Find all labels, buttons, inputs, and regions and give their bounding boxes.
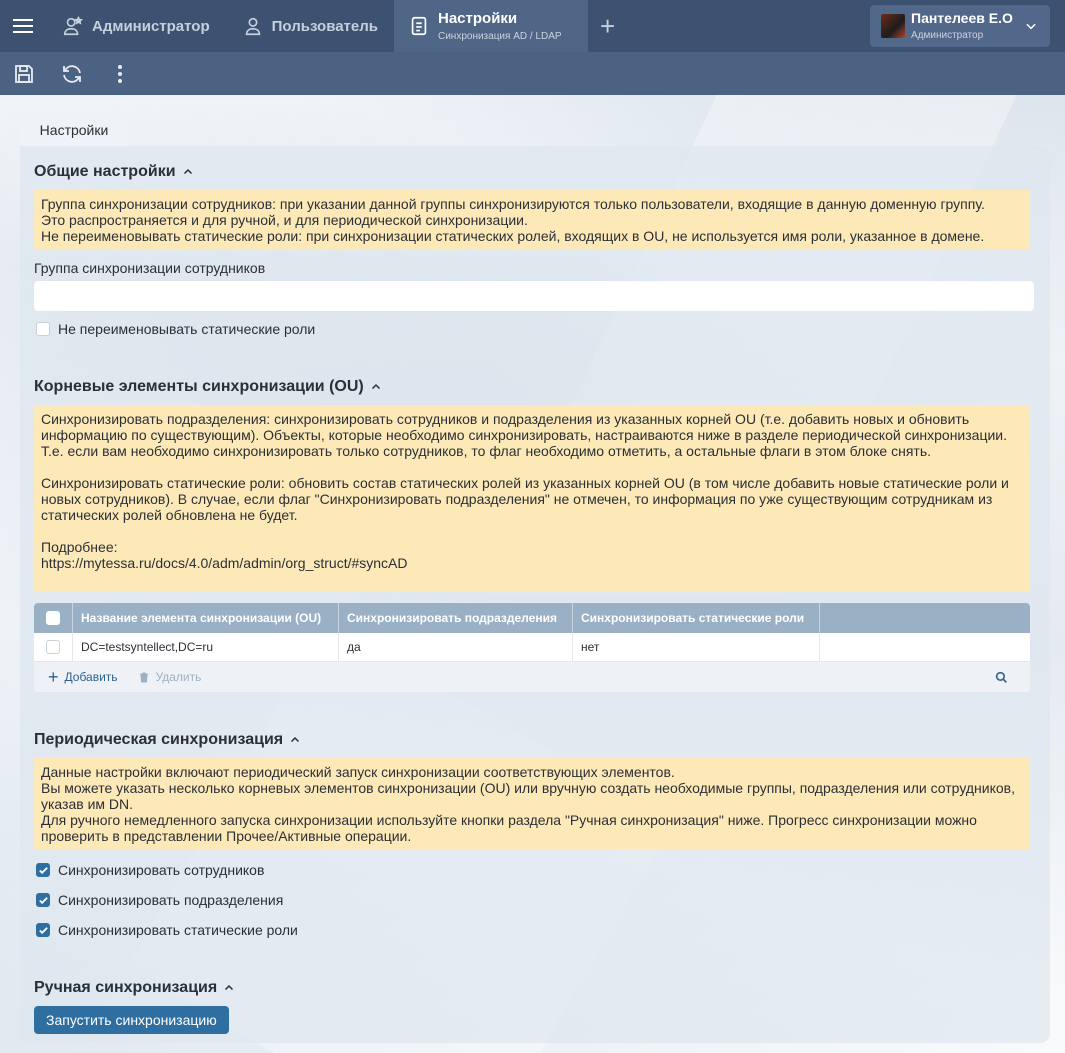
tab-settings-page[interactable]: Настройки xyxy=(20,114,128,146)
sync-roles-label: Синхронизировать статические роли xyxy=(58,922,298,938)
sync-departments-row[interactable] xyxy=(36,892,283,908)
refresh-button[interactable] xyxy=(48,52,96,95)
sync-roles-row[interactable] xyxy=(36,922,298,938)
avatar xyxy=(881,14,905,38)
general-section-header[interactable] xyxy=(34,163,194,181)
cell-name: DC=testsyntellect,DC=ru xyxy=(73,633,339,661)
sync-employees-checkbox[interactable] xyxy=(36,863,50,877)
row-select-cell xyxy=(34,633,73,661)
check-icon xyxy=(38,925,49,936)
no-rename-checkbox-row[interactable] xyxy=(36,321,315,337)
admin-user-icon xyxy=(62,15,84,37)
check-icon xyxy=(38,865,49,876)
sync-employees-label: Синхронизировать сотрудников xyxy=(58,862,265,878)
general-note: Группа синхронизации сотрудников: при указании данной группы синхронизируются только пользователи, входящие в данную доменную группу. Это распространяется и для ручной, и для периодической синхронизации. Не переименовывать статические роли: при синхронизации статических ролей, входящих в OU, не используется имя роли, указанное в домене. xyxy=(34,190,1030,249)
toolbar xyxy=(0,52,1065,95)
chevron-down-icon xyxy=(1024,19,1038,33)
select-all-cell xyxy=(34,603,73,633)
cell-deps: да xyxy=(339,633,573,661)
no-rename-label: Не переименовывать статические роли xyxy=(58,321,316,337)
save-icon xyxy=(12,62,36,86)
user-icon xyxy=(242,15,264,37)
save-button[interactable] xyxy=(0,52,48,95)
tab-settings[interactable] xyxy=(394,0,588,52)
delete-row-label: Удалить xyxy=(155,670,202,684)
group-field[interactable] xyxy=(34,281,1034,311)
trash-icon xyxy=(138,671,150,684)
add-row-button[interactable] xyxy=(48,668,118,686)
periodic-section-header[interactable] xyxy=(34,731,301,749)
user-role: Администратор xyxy=(911,29,984,41)
menu-icon[interactable] xyxy=(0,0,46,52)
sync-employees-row[interactable] xyxy=(36,862,264,878)
manual-section-header[interactable] xyxy=(34,979,235,997)
group-field-label: Группа синхронизации сотрудников xyxy=(34,260,266,276)
general-section-title: Общие настройки xyxy=(34,163,176,180)
roots-section-header[interactable] xyxy=(34,378,382,396)
chevron-up-icon xyxy=(289,734,301,746)
sync-departments-checkbox[interactable] xyxy=(36,893,50,907)
roots-table xyxy=(34,603,1030,692)
roots-note: Синхронизировать подразделения: синхронизировать сотрудников и подразделения из указанных корней OU (т.е. добавить новых и обновить информацию по существующим). Объекты, которые необходимо синхронизировать, настраиваются ниже в разделе периодической синхронизации. Т.е. если вам необходимо синхронизировать только сотрудников, то флаг необходимо отметить, а остальные флаги в этом блоке снять. Синхронизировать статические роли: обновить состав статических ролей из указанных корней OU (в том числе добавить новые статические роли и новых сотрудников). В случае, если флаг "Синхронизировать подразделения" не отмечен, то информация по уже существующим сотрудникам из статических ролей обновлена не будет. Подробнее: https://mytessa.ru/docs/4.0/adm/admin/org_struct/#syncAD xyxy=(34,405,1030,592)
search-icon[interactable] xyxy=(995,671,1008,684)
no-rename-checkbox[interactable] xyxy=(36,322,50,336)
table-header xyxy=(34,603,1030,633)
tab-settings-subtitle: Синхронизация AD / LDAP xyxy=(438,30,562,42)
column-header-name[interactable]: Название элемента синхронизации (OU) xyxy=(73,603,339,633)
tab-admin[interactable] xyxy=(46,0,226,52)
manual-section-title: Ручная синхронизация xyxy=(34,979,218,996)
sync-departments-label: Синхронизировать подразделения xyxy=(58,892,284,908)
column-header-filler xyxy=(820,603,1030,633)
chevron-up-icon xyxy=(370,381,382,393)
check-icon xyxy=(38,895,49,906)
refresh-icon xyxy=(60,62,84,86)
run-sync-button[interactable]: Запустить синхронизацию xyxy=(34,1006,229,1034)
tab-settings-label: Настройки xyxy=(438,9,518,27)
add-tab-button[interactable] xyxy=(588,0,628,52)
column-header-deps[interactable]: Синхронизировать подразделения xyxy=(339,603,573,633)
cell-roles: нет xyxy=(573,633,820,661)
sync-roles-checkbox[interactable] xyxy=(36,923,50,937)
delete-row-button[interactable] xyxy=(138,670,202,684)
chevron-up-icon xyxy=(182,166,194,178)
tab-user[interactable] xyxy=(226,0,394,52)
table-row[interactable] xyxy=(34,633,1030,662)
user-menu[interactable] xyxy=(870,5,1050,47)
periodic-note: Данные настройки включают периодический запуск синхронизации соответствующих элементов. Вы можете указать несколько корневых элементов синхронизации (OU) или вручную создать необходимые группы, подразделения или сотрудников, указав им DN. Для ручного немедленного запуска синхронизации используйте кнопки раздела "Ручная синхронизация" ниже. Прогресс синхронизации можно проверить в представлении Прочее/Активные операции. xyxy=(34,758,1030,849)
cell-filler xyxy=(820,633,1030,661)
plus-icon: + xyxy=(599,10,616,41)
more-button[interactable] xyxy=(96,52,144,95)
tab-user-label: Пользователь xyxy=(271,17,378,35)
select-all-checkbox[interactable] xyxy=(46,611,60,625)
tab-admin-label: Администратор xyxy=(92,17,210,35)
roots-section-title: Корневые элементы синхронизации (OU) xyxy=(34,378,364,395)
chevron-up-icon xyxy=(223,982,235,994)
top-bar xyxy=(0,0,1065,52)
more-vertical-icon xyxy=(108,62,132,86)
add-row-label: Добавить xyxy=(64,670,118,684)
column-header-roles[interactable]: Синхронизировать статические роли xyxy=(573,603,820,633)
periodic-section-title: Периодическая синхронизация xyxy=(34,731,284,748)
plus-icon: + xyxy=(48,667,59,687)
table-footer xyxy=(34,662,1030,692)
user-name: Пантелеев Е.О xyxy=(911,10,1013,27)
document-icon xyxy=(408,15,430,37)
row-checkbox[interactable] xyxy=(46,640,60,654)
